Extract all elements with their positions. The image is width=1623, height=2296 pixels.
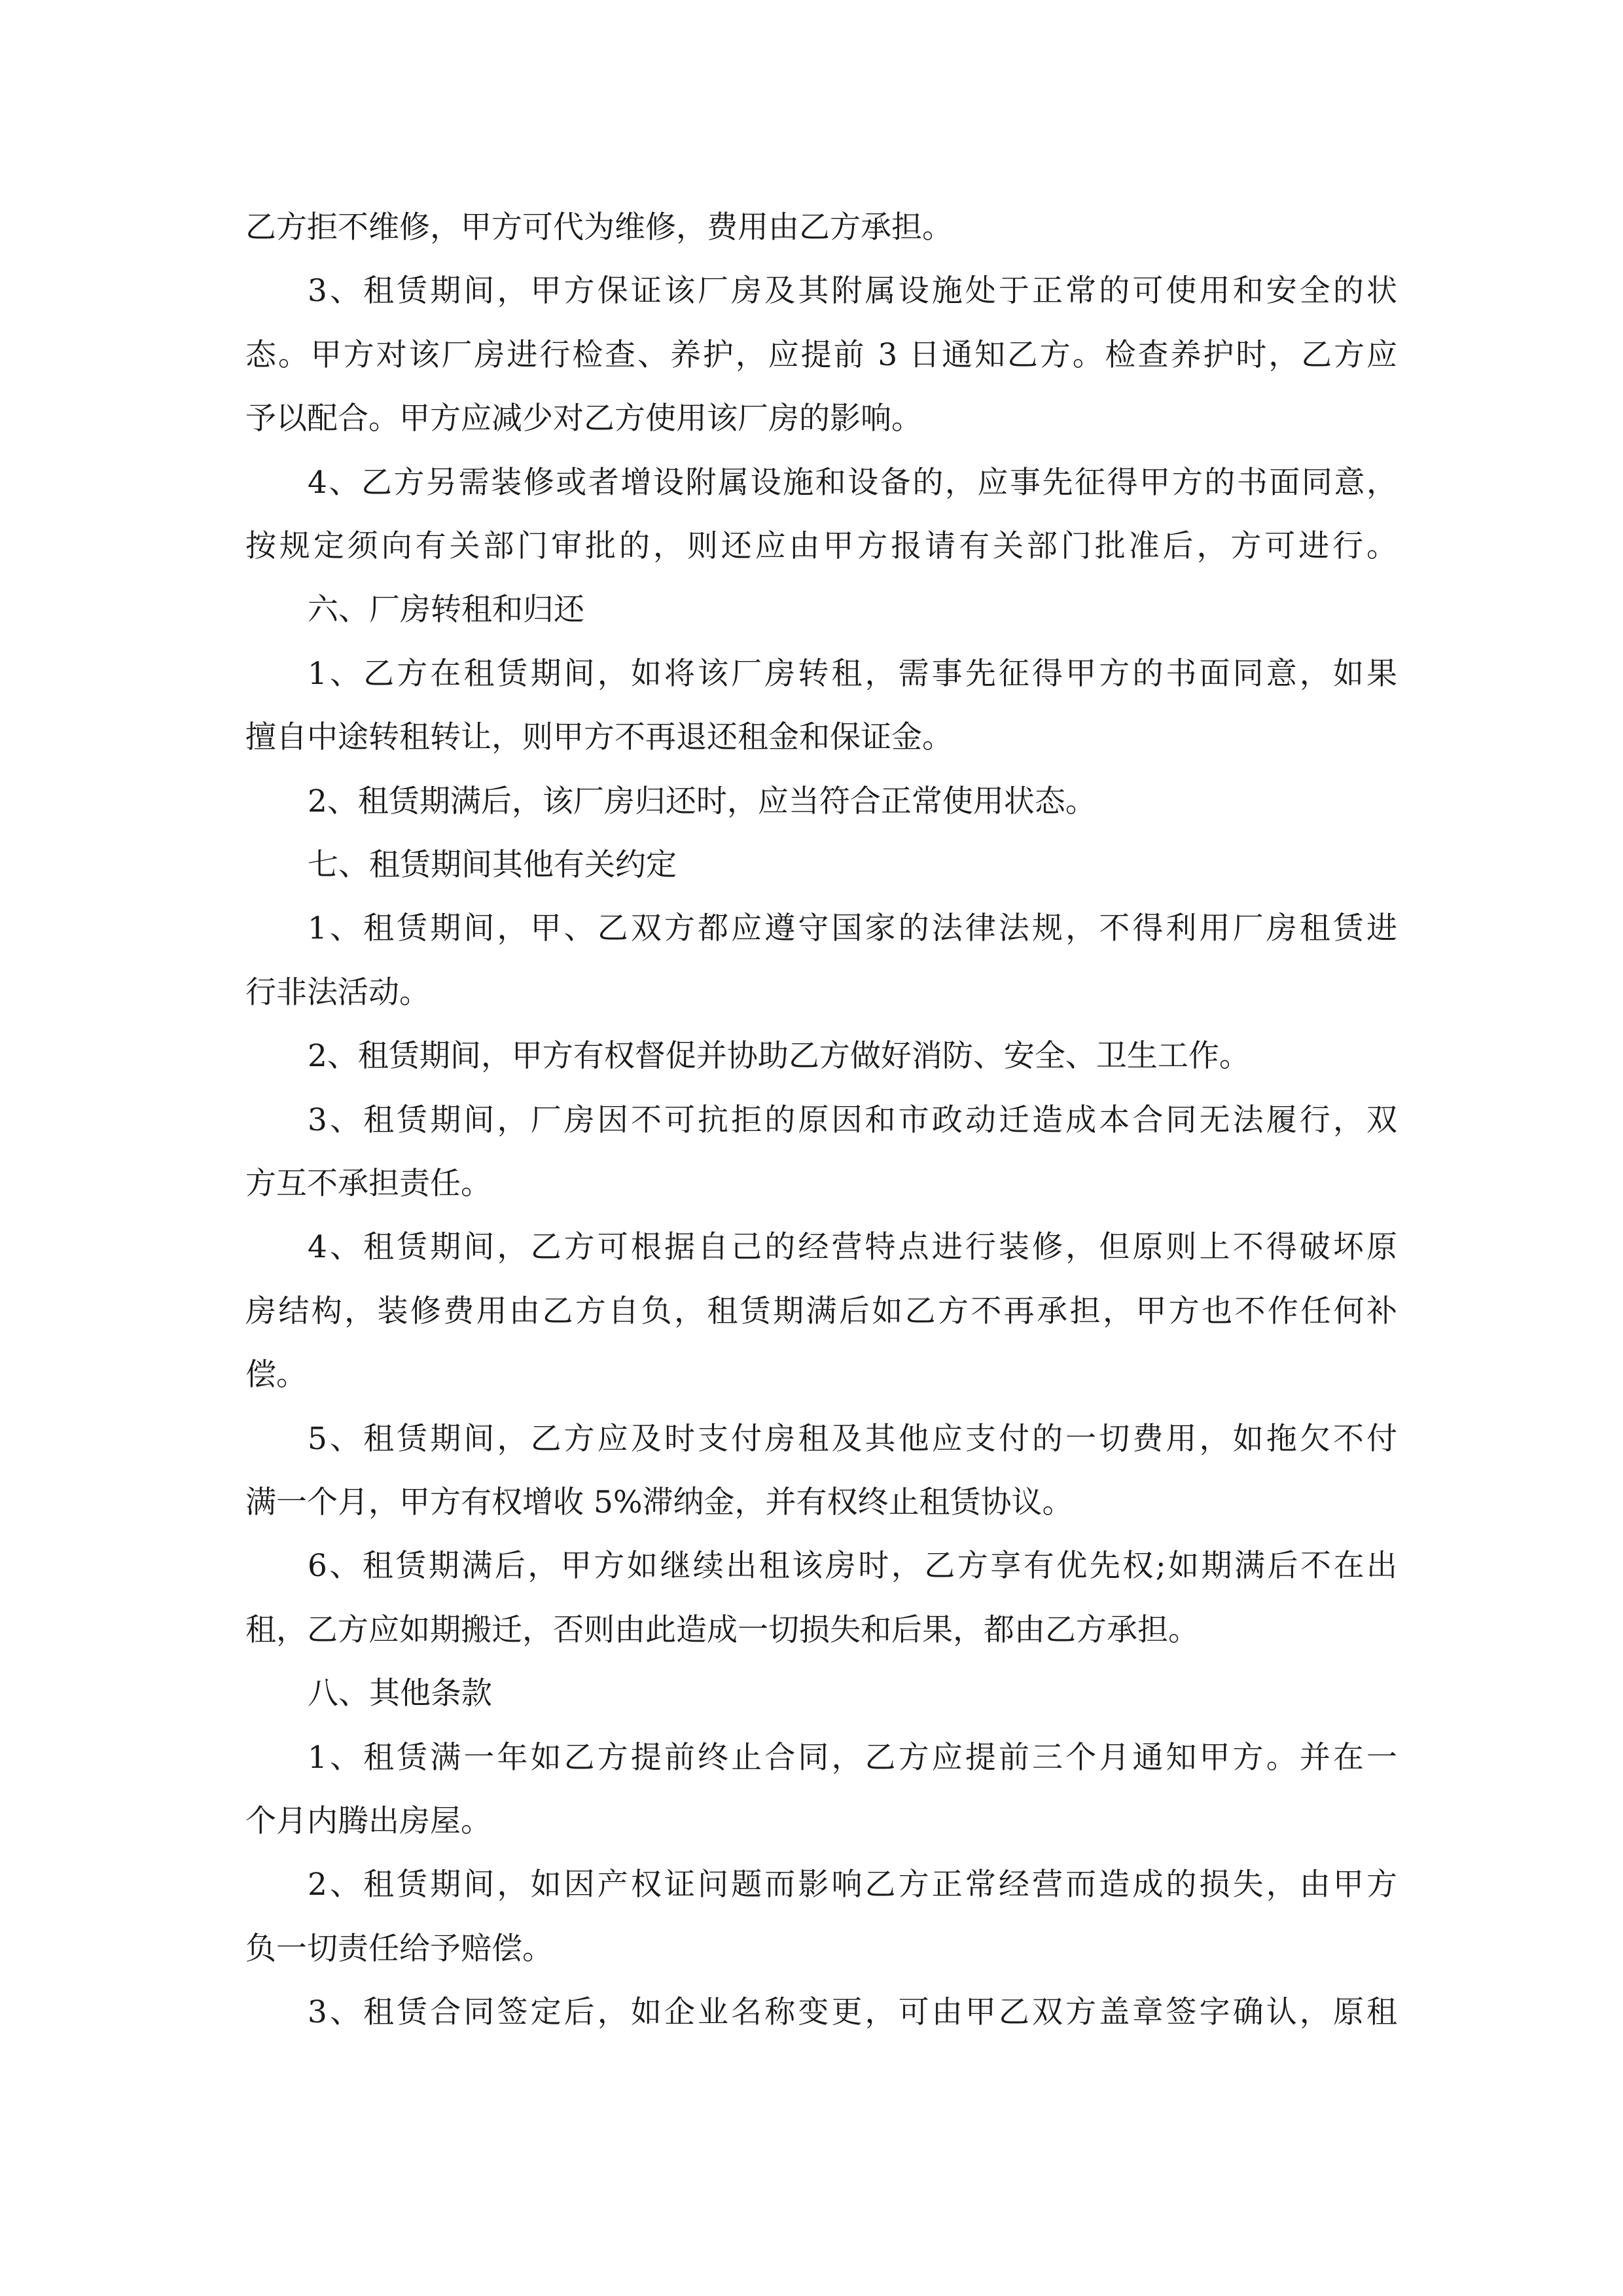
text-line: 按规定须向有关部门审批的，则还应由甲方报请有关部门批准后，方可进行。 [245,528,1397,564]
text-line: 1、租赁满一年如乙方提前终止合同，乙方应提前三个月通知甲方。并在一 [308,1740,1397,1776]
text-line: 1、乙方在租赁期间，如将该厂房转租，需事先征得甲方的书面同意，如果 [308,656,1397,692]
text-line: 方互不承担责任。 [245,1166,491,1202]
text-line: 房结构，装修费用由乙方自负，租赁期满后如乙方不再承担，甲方也不作任何补 [245,1293,1397,1329]
text-line: 5、租赁期间，乙方应及时支付房租及其他应支付的一切费用，如拖欠不付 [308,1421,1397,1457]
text-line: 租，乙方应如期搬迁，否则由此造成一切损失和后果，都由乙方承担。 [245,1612,1199,1648]
text-line: 1、租赁期间，甲、乙双方都应遵守国家的法律法规，不得利用厂房租赁进 [308,910,1397,946]
text-line: 偿。 [245,1357,307,1393]
text-line: 3、租赁期间，甲方保证该厂房及其附属设施处于正常的可使用和安全的状 [308,273,1397,309]
text-line: 2、租赁期满后，该厂房归还时，应当符合正常使用状态。 [308,783,1096,819]
text-line: 4、乙方另需装修或者增设附属设施和设备的，应事先征得甲方的书面同意， [308,465,1397,501]
text-line: 6、租赁期满后，甲方如继续出租该房时，乙方享有优先权;如期满后不在出 [308,1548,1397,1584]
text-line: 负一切责任给予赔偿。 [245,1931,553,1967]
text-line: 满一个月，甲方有权增收 5%滞纳金，并有权终止租赁协议。 [245,1484,1073,1520]
text-line: 3、租赁期间，厂房因不可抗拒的原因和市政动迁造成本合同无法履行，双 [308,1102,1397,1138]
text-line: 行非法活动。 [245,975,430,1011]
text-line: 七、租赁期间其他有关约定 [308,847,677,883]
text-line: 六、厂房转租和归还 [308,592,584,628]
text-line: 4、租赁期间，乙方可根据自己的经营特点进行装修，但原则上不得破坏原 [308,1229,1397,1265]
text-line: 乙方拒不维修，甲方可代为维修，费用由乙方承担。 [245,209,953,245]
text-line: 态。甲方对该厂房进行检查、养护，应提前 3 日通知乙方。检查养护时，乙方应 [245,337,1397,373]
text-line: 予以配合。甲方应减少对乙方使用该厂房的影响。 [245,401,922,437]
text-line: 擅自中途转租转让，则甲方不再退还租金和保证金。 [245,719,953,755]
text-line: 2、租赁期间，甲方有权督促并协助乙方做好消防、安全、卫生工作。 [308,1038,1250,1074]
text-line: 个月内腾出房屋。 [245,1803,491,1839]
text-line: 八、其他条款 [308,1676,492,1712]
text-line: 2、租赁期间，如因产权证问题而影响乙方正常经营而造成的损失，由甲方 [308,1867,1397,1903]
text-line: 3、租赁合同签定后，如企业名称变更，可由甲乙双方盖章签字确认，原租 [308,1994,1397,2030]
